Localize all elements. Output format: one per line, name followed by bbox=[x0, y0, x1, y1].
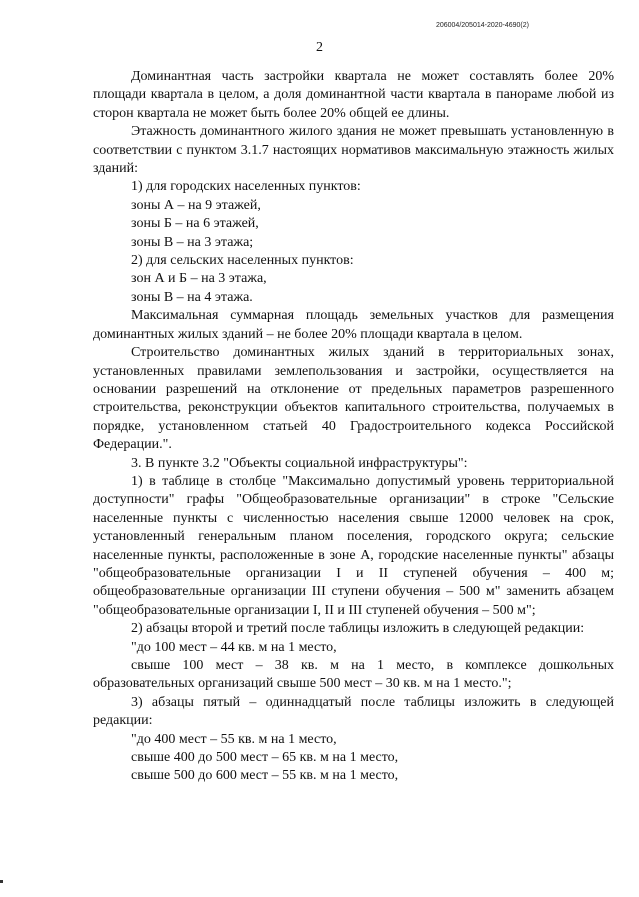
document-body bbox=[93, 68, 614, 786]
paragraph: свыше 100 мест – 38 кв. м на 1 место, в комплексе дошкольных образовательных организаций свыше 500 мест – 30 кв. м на 1 место."; bbox=[93, 658, 614, 692]
list-item: свыше 400 до 500 мест – 65 кв. м на 1 место, bbox=[131, 750, 399, 766]
paragraph: Максимальная суммарная площадь земельных участков для размещения доминантных жилых зданий – не более 20% площади квартала в целом. bbox=[93, 308, 614, 342]
list-item: "до 400 мест – 55 кв. м на 1 место, bbox=[131, 731, 337, 747]
page-number: 2 bbox=[316, 40, 323, 55]
list-item: зоны А – на 9 этажей, bbox=[131, 197, 261, 213]
list-item: зоны В – на 3 этажа; bbox=[131, 234, 254, 250]
paragraph: "до 100 мест – 44 кв. м на 1 место, bbox=[131, 639, 337, 655]
paragraph: Доминантная часть застройки квартала не может составлять более 20% площади квартала в целом, а доля доминантной части квартала в панораме любой из сторон квартала не может быть более 20% общей ее длины. bbox=[93, 69, 614, 121]
paragraph: 3. В пункте 3.2 "Объекты социальной инфраструктуры": bbox=[131, 455, 468, 471]
list-item: 2) для сельских населенных пунктов: bbox=[131, 253, 354, 269]
list-item: 1) для городских населенных пунктов: bbox=[131, 179, 361, 195]
list-item: зоны Б – на 6 этажей, bbox=[131, 216, 259, 232]
document-code: 206004/205014-2020-4690(2) bbox=[435, 22, 529, 29]
paragraph: 3) абзацы пятый – одиннадцатый после таблицы изложить в следующей редакции: bbox=[93, 694, 614, 729]
list-item: свыше 500 до 600 мест – 55 кв. м на 1 место, bbox=[131, 768, 399, 784]
paragraph: Строительство доминантных жилых зданий в территориальных зонах, установленных правилами землепользования и застройки, осуществляется на основании разрешений на отклонение от предельных параметров разрешенного строительства, реконструкции объектов капитального строительства, получаемых в порядке, установленном статьей 40 Градостроительного кодекса Российской Федерации.". bbox=[93, 345, 614, 453]
list-item: зон А и Б – на 3 этажа, bbox=[131, 271, 267, 287]
scan-mark bbox=[0, 880, 3, 883]
paragraph: 2) абзацы второй и третий после таблицы изложить в следующей редакции: bbox=[131, 621, 585, 637]
paragraph: Этажность доминантного жилого здания не может превышать установленную в соответствии с пунктом 3.1.7 настоящих нормативов максимальную этажность жилых зданий: bbox=[93, 124, 614, 177]
list-item: зоны В – на 4 этажа. bbox=[131, 289, 253, 305]
paragraph: 1) в таблице в столбце "Максимально допустимый уровень территориальной доступности" графы "Общеобразовательные организации" в строке "Сельские населенные пункты с численностью населения свыше 12000 человек на срок, установленный генеральным планом поселения, городского округа; сельские населенные пункты, расположенные в зоне А, городские населенные пункты" абзацы "общеобразовательные организации I и II ступеней обучения – 400 м; общеобразовательные организации III ступени обучения – 500 м" заменить абзацем "общеобразовательные организации I, II и III ступеней обучения – 500 м"; bbox=[93, 473, 614, 618]
